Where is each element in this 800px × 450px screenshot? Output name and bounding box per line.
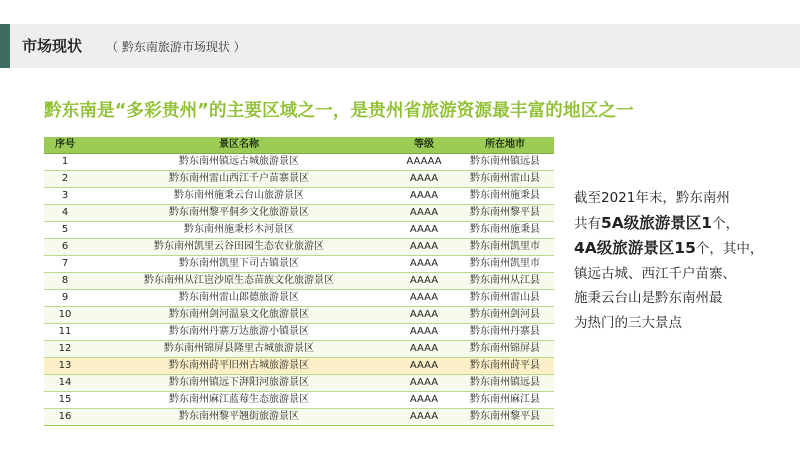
table-row xyxy=(44,375,554,392)
summary-line-3 xyxy=(574,236,780,262)
table-header-row xyxy=(44,137,554,154)
table-row xyxy=(44,358,554,375)
cell-index: 8 xyxy=(44,273,86,290)
summary-5a-count: 5A级旅游景区1 xyxy=(601,213,713,232)
cell-index: 12 xyxy=(44,341,86,358)
header-accent-bar xyxy=(0,24,10,68)
cell-index: 7 xyxy=(44,256,86,273)
cell-grade: AAAA xyxy=(392,341,456,358)
cell-grade: AAAA xyxy=(392,273,456,290)
cell-index: 1 xyxy=(44,154,86,171)
cell-location: 黔东南州锦屏县 xyxy=(456,341,554,358)
column-header-name: 景区名称 xyxy=(86,137,392,154)
table-row xyxy=(44,256,554,273)
page-title: 市场现状 xyxy=(22,37,83,55)
cell-grade: AAAA xyxy=(392,307,456,324)
table-row xyxy=(44,307,554,324)
cell-grade: AAAA xyxy=(392,290,456,307)
scenic-area-table xyxy=(44,137,554,424)
cell-index: 6 xyxy=(44,239,86,256)
summary-line-2-suffix: 个， xyxy=(712,215,740,232)
cell-location: 黔东南州雷山县 xyxy=(456,290,554,307)
cell-location: 黔东南州剑河县 xyxy=(456,307,554,324)
cell-grade: AAAA xyxy=(392,324,456,341)
summary-line-4: 镇远古城、西江千户苗寨、 xyxy=(574,265,736,282)
cell-location: 黔东南州凯里市 xyxy=(456,239,554,256)
cell-location: 黔东南州施秉县 xyxy=(456,222,554,239)
cell-scenic-name: 黔东南州雷山西江千户苗寨景区 xyxy=(86,171,392,188)
cell-index: 3 xyxy=(44,188,86,205)
table-row xyxy=(44,239,554,256)
cell-index: 5 xyxy=(44,222,86,239)
table-row xyxy=(44,392,554,409)
cell-scenic-name: 黔东南州从江岜沙原生态苗族文化旅游景区 xyxy=(86,273,392,290)
cell-index: 10 xyxy=(44,307,86,324)
column-header-location: 所在地市 xyxy=(456,137,554,154)
headline: 黔东南是“多彩贵州”的主要区域之一，是贵州省旅游资源最丰富的地区之一 xyxy=(44,101,634,121)
summary-line-5: 施秉云台山是黔东南州最 xyxy=(574,290,723,306)
cell-grade: AAAA xyxy=(392,392,456,409)
cell-scenic-name: 黔东南州丹寨万达旅游小镇景区 xyxy=(86,324,392,341)
cell-index: 11 xyxy=(44,324,86,341)
cell-scenic-name: 黔东南州雷山郎德旅游景区 xyxy=(86,290,392,307)
cell-scenic-name: 黔东南州凯里下司古镇景区 xyxy=(86,256,392,273)
cell-location: 黔东南州从江县 xyxy=(456,273,554,290)
cell-grade: AAAA xyxy=(392,239,456,256)
cell-index: 14 xyxy=(44,375,86,392)
cell-scenic-name: 黔东南州凯里云谷田园生态农业旅游区 xyxy=(86,239,392,256)
table-row xyxy=(44,154,554,171)
table-row xyxy=(44,205,554,222)
page-subtitle: （ 黔东南旅游市场现状 ） xyxy=(106,40,246,54)
cell-location: 黔东南州莳平县 xyxy=(456,358,554,375)
summary-line-2-prefix: 共有 xyxy=(574,215,601,232)
table-body xyxy=(44,154,554,426)
cell-location: 黔东南州施秉县 xyxy=(456,188,554,205)
cell-scenic-name: 黔东南州莳平旧州古城旅游景区 xyxy=(86,358,392,375)
cell-location: 黔东南州凯里市 xyxy=(456,256,554,273)
table-row xyxy=(44,171,554,188)
cell-location: 黔东南州麻江县 xyxy=(456,392,554,409)
summary-line-3-suffix: 个，其中， xyxy=(695,241,764,257)
cell-grade: AAAA xyxy=(392,171,456,188)
cell-scenic-name: 黔东南州麻江蓝莓生态旅游景区 xyxy=(86,392,392,409)
table-row xyxy=(44,341,554,358)
cell-index: 4 xyxy=(44,205,86,222)
cell-scenic-name: 黔东南州施秉云台山旅游景区 xyxy=(86,188,392,205)
cell-scenic-name: 黔东南州黎平侗乡文化旅游景区 xyxy=(86,205,392,222)
cell-index: 16 xyxy=(44,409,86,426)
cell-grade: AAAA xyxy=(392,205,456,222)
cell-scenic-name: 黔东南州锦屏县隆里古城旅游景区 xyxy=(86,341,392,358)
cell-grade: AAAAA xyxy=(392,154,456,171)
cell-grade: AAAA xyxy=(392,188,456,205)
cell-grade: AAAA xyxy=(392,256,456,273)
cell-location: 黔东南州镇远县 xyxy=(456,375,554,392)
table-row xyxy=(44,273,554,290)
cell-location: 黔东南州黎平县 xyxy=(456,409,554,426)
cell-index: 9 xyxy=(44,290,86,307)
cell-grade: AAAA xyxy=(392,222,456,239)
cell-location: 黔东南州雷山县 xyxy=(456,171,554,188)
cell-scenic-name: 黔东南州镇远古城旅游景区 xyxy=(86,154,392,171)
table-row xyxy=(44,290,554,307)
cell-grade: AAAA xyxy=(392,358,456,375)
table-row xyxy=(44,324,554,341)
cell-location: 黔东南州黎平县 xyxy=(456,205,554,222)
cell-grade: AAAA xyxy=(392,409,456,426)
cell-scenic-name: 黔东南州黎平翘街旅游景区 xyxy=(86,409,392,426)
cell-index: 13 xyxy=(44,358,86,375)
cell-location: 黔东南州丹寨县 xyxy=(456,324,554,341)
cell-scenic-name: 黔东南州镇远下湃阳河旅游景区 xyxy=(86,375,392,392)
table-row xyxy=(44,409,554,426)
cell-scenic-name: 黔东南州剑河温泉文化旅游景区 xyxy=(86,307,392,324)
table-row xyxy=(44,222,554,239)
column-header-index: 序号 xyxy=(44,137,86,154)
summary-line-6: 为热门的三大景点 xyxy=(574,314,682,331)
summary-text xyxy=(574,186,780,335)
summary-line-2 xyxy=(574,211,780,237)
summary-4a-count: 4A级旅游景区15 xyxy=(574,239,696,257)
column-header-grade: 等级 xyxy=(392,137,456,154)
cell-scenic-name: 黔东南州施秉杉木河景区 xyxy=(86,222,392,239)
summary-line-1: 截至2021年末，黔东南州 xyxy=(574,190,730,206)
table-row xyxy=(44,188,554,205)
cell-index: 2 xyxy=(44,171,86,188)
cell-index: 15 xyxy=(44,392,86,409)
cell-location: 黔东南州镇远县 xyxy=(456,154,554,171)
cell-grade: AAAA xyxy=(392,375,456,392)
